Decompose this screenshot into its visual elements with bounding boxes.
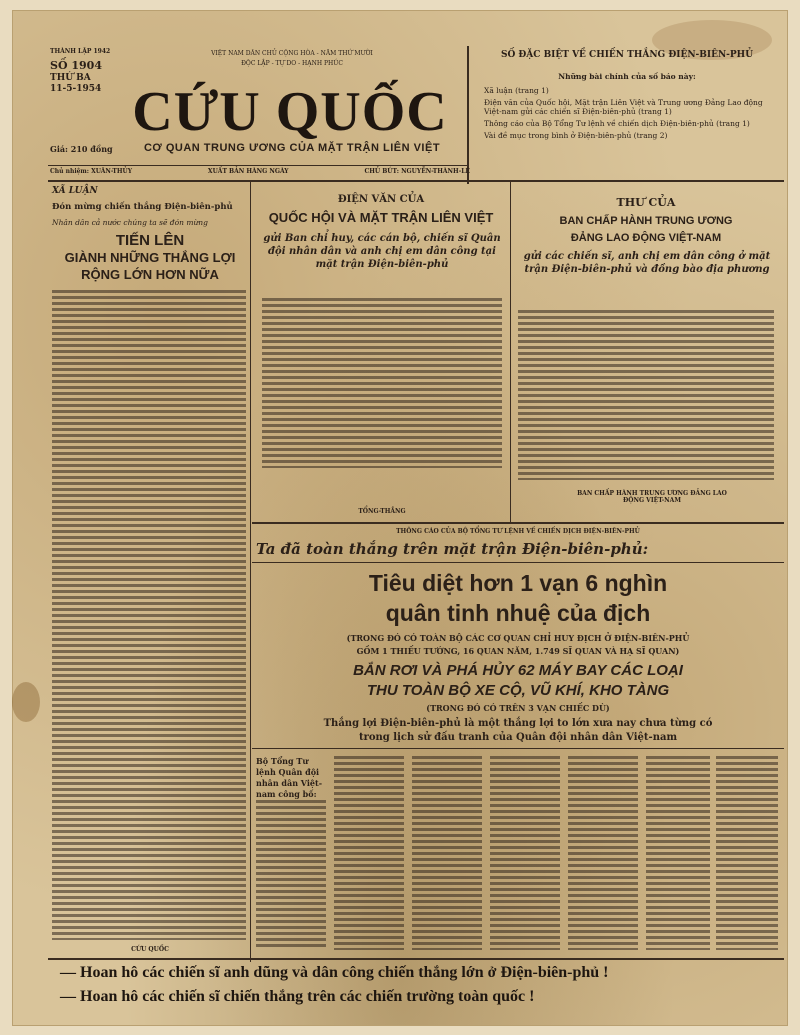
nation-line: VIỆT NAM DÂN CHỦ CỘNG HÒA - NĂM THỨ MƯỜI: [211, 50, 373, 57]
divider: [48, 165, 468, 166]
communique-big-2: quân tinh nhuệ của địch: [385, 600, 651, 626]
editorial-headline-1: TIẾN LÊN: [115, 232, 185, 249]
motto: ĐỘC LẬP - TỰ DO - HẠNH PHÚC: [241, 60, 343, 67]
victory-line-1: Thắng lợi Điện-biên-phủ là một thắng lợi to lớn xưa nay chưa từng có: [323, 718, 713, 729]
right-headline-1: BAN CHẤP HÀNH TRUNG ƯƠNG: [559, 215, 733, 227]
chief-editor: CHỦ BÚT: NGUYỄN-THÀNH-LÊ: [364, 168, 470, 175]
editor-in-chief: Chủ nhiệm: XUÂN-THỦY: [50, 168, 133, 175]
divider: [48, 180, 784, 182]
list-item: Thông cáo của Bộ Tổng Tư lệnh về chiến dịch Điện-biên-phủ (trang 1): [484, 119, 750, 128]
right-signature: BAN CHẤP HÀNH TRUNG ƯƠNG ĐẢNG LAO ĐỘNG VIỆT-NAM: [577, 490, 727, 504]
list-item: Vài đề mục trong bình ở Điện-biên-phủ (trang 2): [484, 131, 668, 140]
communique-lead: Ta đã toàn thắng trên mặt trận Điện-biên-phủ:: [256, 540, 649, 558]
subtitle-left: Giá: 210 đồng: [50, 144, 113, 154]
communique-big-1: Tiêu diệt hơn 1 vạn 6 nghìn: [368, 570, 668, 596]
right-kicker: THƯ CỦA: [616, 196, 676, 209]
newspaper-page: [12, 10, 788, 1026]
communique-big-3: BẮN RƠI VÀ PHÁ HỦY 62 MÁY BAY CÁC LOẠI: [353, 662, 683, 679]
editorial-label: XÃ LUẬN: [52, 186, 98, 196]
communique-kicker: THÔNG CÁO CỦA BỘ TỔNG TƯ LỆNH VỀ CHIẾN DỊCH ĐIỆN-BIÊN-PHỦ: [396, 528, 640, 535]
divider: [252, 748, 784, 749]
founded-label: THÀNH LẬP 1942: [50, 48, 111, 55]
communique-body-col-6: [646, 756, 710, 950]
column-divider: [510, 182, 511, 522]
center-kicker: ĐIỆN VĂN CỦA: [337, 194, 425, 205]
editorial-kicker2: Nhân dân cả nước chúng ta sẽ đón mừng: [52, 218, 208, 227]
column-divider: [250, 182, 251, 962]
center-headline: QUỐC HỘI VÀ MẶT TRẬN LIÊN VIỆT: [268, 210, 494, 225]
divider: [252, 522, 784, 524]
right-body-text: [518, 310, 774, 480]
special-issue-heading: SỐ ĐẶC BIỆT VỀ CHIẾN THẮNG ĐIỆN-BIÊN-PHỦ: [500, 50, 754, 60]
editorial-footer: CỨU QUỐC: [131, 946, 169, 953]
publication-frequency: XUẤT BẢN HÀNG NGÀY: [207, 168, 289, 175]
editorial-headline-2: GIÀNH NHỮNG THẮNG LỢI: [64, 250, 236, 265]
communique-body-col-2: [334, 756, 404, 950]
divider: [252, 562, 784, 563]
communique-big-4: THU TOÀN BỘ XE CỘ, VŨ KHÍ, KHO TÀNG: [366, 682, 670, 699]
masthead-title: CỨU QUỐC: [132, 81, 448, 143]
communique-body-col-5: [568, 756, 638, 950]
right-headline-2: ĐẢNG LAO ĐỘNG VIỆT-NAM: [570, 232, 722, 244]
divider: [48, 958, 784, 960]
stain: [12, 682, 40, 722]
editorial-body-text: [52, 290, 246, 940]
victory-line-2: trong lịch sử đấu tranh của Quân đội nhân dân Việt-nam: [358, 732, 678, 743]
communique-body-col-1: [256, 800, 326, 950]
center-body-text: [262, 298, 502, 468]
communique-paren-3: (TRONG ĐÓ CÓ TRÊN 3 VẠN CHIẾC DÙ): [426, 703, 610, 713]
masthead-left-meta: [50, 48, 120, 95]
communique-body-col-7: [716, 756, 778, 950]
masthead-subtitle: CƠ QUAN TRUNG ƯƠNG CỦA MẶT TRẬN LIÊN VIỆT: [143, 142, 441, 154]
issue-date: 11-5-1954: [50, 84, 102, 94]
editorial-headline-3: RỘNG LỚN HƠN NỮA: [81, 267, 219, 282]
issue-number: SỐ 1904: [50, 59, 102, 72]
slogan-2: — Hoan hô các chiến sĩ chiến thắng trên các chiến trường toàn quốc !: [60, 988, 535, 1005]
right-subheading: gửi các chiến sĩ, anh chị em dân công ở mặt trận Điện-biên-phủ và đồng bào địa phương: [523, 251, 771, 275]
center-signature: TỔNG-THẮNG: [358, 508, 406, 515]
communique-body-col-3: [412, 756, 482, 950]
list-item: Xã luận (trang 1): [484, 86, 549, 95]
center-subheading: gửi Ban chỉ huy, các cán bộ, chiến sĩ Quân đội nhân dân và anh chị em dân công tại mặt trận Điện-biên-phủ: [263, 233, 501, 270]
slogan-1: — Hoan hô các chiến sĩ anh dũng và dân công chiến thắng lớn ở Điện-biên-phủ !: [60, 964, 609, 981]
special-issue-intro: Những bài chính của số báo này:: [558, 72, 696, 81]
special-issue-list: [484, 86, 764, 140]
communique-paren-2: GỒM 1 THIẾU TƯỚNG, 16 QUAN NĂM, 1.749 SĨ QUAN VÀ HẠ SĨ QUAN): [356, 646, 680, 656]
editorial-kicker: Đón mừng chiến thắng Điện-biên-phủ: [52, 202, 233, 212]
list-item: Điện văn của Quốc hội, Mặt trận Liên Việt và Trung ương Đảng Lao động Việt-nam gửi các chiến sĩ Điện-biên-phủ (trang 1): [484, 98, 763, 116]
communique-byline: Bộ Tổng Tư lệnh Quân đội nhân dân Việt-nam công bố:: [256, 756, 323, 799]
communique-paren-1: (TRONG ĐÓ CÓ TOÀN BỘ CÁC CƠ QUAN CHỈ HUY ĐỊCH Ở ĐIỆN-BIÊN-PHỦ: [346, 633, 690, 643]
weekday: THỨ BA: [50, 73, 91, 83]
info-bar: [50, 168, 470, 175]
divider: [467, 46, 469, 184]
communique-body-col-4: [490, 756, 560, 950]
